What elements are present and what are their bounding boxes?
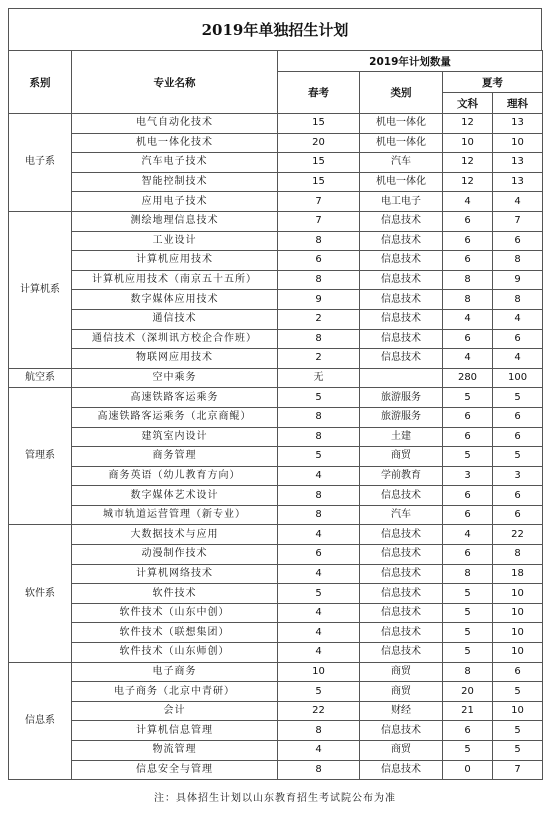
plan-table	[8, 50, 543, 780]
spring-cell: 2	[278, 349, 360, 369]
spring-cell: 8	[278, 329, 360, 349]
table-row	[9, 172, 543, 192]
science-cell: 6	[493, 427, 543, 447]
table-row	[9, 211, 543, 231]
arts-cell: 8	[443, 270, 493, 290]
major-cell: 高速铁路客运乘务（北京商鲲）	[72, 407, 278, 427]
science-cell: 10	[493, 701, 543, 721]
major-cell: 软件技术（联想集团）	[72, 623, 278, 643]
table-row	[9, 290, 543, 310]
science-cell: 6	[493, 662, 543, 682]
major-cell: 机电一体化技术	[72, 133, 278, 153]
science-cell: 6	[493, 329, 543, 349]
category-cell	[360, 368, 443, 388]
major-cell: 商务英语（幼儿教育方向）	[72, 466, 278, 486]
major-cell: 高速铁路客运乘务	[72, 388, 278, 408]
spring-cell: 15	[278, 114, 360, 134]
science-cell: 3	[493, 466, 543, 486]
table-row	[9, 662, 543, 682]
major-cell: 信息安全与管理	[72, 760, 278, 780]
arts-cell: 21	[443, 701, 493, 721]
major-cell: 应用电子技术	[72, 192, 278, 212]
header-summer: 夏考	[443, 72, 543, 93]
arts-cell: 10	[443, 133, 493, 153]
category-cell: 商贸	[360, 447, 443, 467]
spring-cell: 2	[278, 309, 360, 329]
science-cell: 10	[493, 643, 543, 663]
table-row	[9, 701, 543, 721]
science-cell: 13	[493, 114, 543, 134]
major-cell: 工业设计	[72, 231, 278, 251]
table-body	[9, 114, 543, 780]
table-row	[9, 545, 543, 565]
table-row	[9, 603, 543, 623]
category-cell: 信息技术	[360, 545, 443, 565]
arts-cell: 5	[443, 447, 493, 467]
arts-cell: 5	[443, 741, 493, 761]
category-cell: 信息技术	[360, 760, 443, 780]
science-cell: 7	[493, 211, 543, 231]
arts-cell: 6	[443, 407, 493, 427]
spring-cell: 8	[278, 721, 360, 741]
science-cell: 8	[493, 251, 543, 271]
header-category: 类别	[360, 72, 443, 114]
arts-cell: 8	[443, 564, 493, 584]
table-row	[9, 133, 543, 153]
table-row	[9, 349, 543, 369]
dept-cell: 航空系	[9, 368, 72, 388]
table-row	[9, 192, 543, 212]
category-cell: 信息技术	[360, 349, 443, 369]
table-row	[9, 427, 543, 447]
category-cell: 信息技术	[360, 309, 443, 329]
science-cell: 9	[493, 270, 543, 290]
category-cell: 机电一体化	[360, 172, 443, 192]
category-cell: 商贸	[360, 662, 443, 682]
major-cell: 城市轨道运营管理（新专业）	[72, 505, 278, 525]
science-cell: 18	[493, 564, 543, 584]
header-dept: 系别	[9, 51, 72, 114]
category-cell: 信息技术	[360, 643, 443, 663]
table-row	[9, 525, 543, 545]
arts-cell: 5	[443, 603, 493, 623]
spring-cell: 8	[278, 407, 360, 427]
table-row	[9, 407, 543, 427]
arts-cell: 12	[443, 153, 493, 173]
spring-cell: 4	[278, 603, 360, 623]
table-row	[9, 329, 543, 349]
category-cell: 汽车	[360, 505, 443, 525]
science-cell: 5	[493, 388, 543, 408]
spring-cell: 8	[278, 270, 360, 290]
table-row	[9, 466, 543, 486]
spring-cell: 15	[278, 153, 360, 173]
spring-cell: 5	[278, 447, 360, 467]
category-cell: 信息技术	[360, 486, 443, 506]
spring-cell: 5	[278, 682, 360, 702]
category-cell: 信息技术	[360, 564, 443, 584]
major-cell: 空中乘务	[72, 368, 278, 388]
major-cell: 软件技术	[72, 584, 278, 604]
major-cell: 会计	[72, 701, 278, 721]
spring-cell: 8	[278, 760, 360, 780]
science-cell: 6	[493, 231, 543, 251]
science-cell: 5	[493, 741, 543, 761]
major-cell: 测绘地理信息技术	[72, 211, 278, 231]
science-cell: 10	[493, 603, 543, 623]
category-cell: 商贸	[360, 682, 443, 702]
spring-cell: 7	[278, 211, 360, 231]
major-cell: 电子商务（北京中青研）	[72, 682, 278, 702]
category-cell: 信息技术	[360, 211, 443, 231]
science-cell: 6	[493, 486, 543, 506]
arts-cell: 4	[443, 309, 493, 329]
arts-cell: 6	[443, 231, 493, 251]
table-row	[9, 231, 543, 251]
arts-cell: 8	[443, 290, 493, 310]
major-cell: 物联网应用技术	[72, 349, 278, 369]
category-cell: 汽车	[360, 153, 443, 173]
table-row	[9, 721, 543, 741]
spring-cell: 8	[278, 505, 360, 525]
major-cell: 数字媒体艺术设计	[72, 486, 278, 506]
category-cell: 学前教育	[360, 466, 443, 486]
arts-cell: 12	[443, 172, 493, 192]
major-cell: 计算机信息管理	[72, 721, 278, 741]
table-row	[9, 682, 543, 702]
spring-cell: 5	[278, 584, 360, 604]
category-cell: 信息技术	[360, 584, 443, 604]
spring-cell: 4	[278, 564, 360, 584]
spring-cell: 5	[278, 388, 360, 408]
science-cell: 7	[493, 760, 543, 780]
arts-cell: 6	[443, 251, 493, 271]
category-cell: 机电一体化	[360, 133, 443, 153]
science-cell: 4	[493, 192, 543, 212]
arts-cell: 6	[443, 427, 493, 447]
table-row	[9, 270, 543, 290]
dept-cell: 电子系	[9, 114, 72, 212]
science-cell: 5	[493, 721, 543, 741]
science-cell: 22	[493, 525, 543, 545]
science-cell: 10	[493, 623, 543, 643]
arts-cell: 6	[443, 545, 493, 565]
arts-cell: 20	[443, 682, 493, 702]
arts-cell: 5	[443, 584, 493, 604]
category-cell: 信息技术	[360, 270, 443, 290]
table-row	[9, 251, 543, 271]
page-title: 2019年单独招生计划	[8, 8, 542, 50]
arts-cell: 6	[443, 329, 493, 349]
category-cell: 信息技术	[360, 525, 443, 545]
science-cell: 100	[493, 368, 543, 388]
science-cell: 5	[493, 447, 543, 467]
header-plan-count: 2019年计划数量	[278, 51, 543, 72]
major-cell: 大数据技术与应用	[72, 525, 278, 545]
spring-cell: 8	[278, 486, 360, 506]
header-major: 专业名称	[72, 51, 278, 114]
arts-cell: 4	[443, 349, 493, 369]
table-row	[9, 505, 543, 525]
category-cell: 财经	[360, 701, 443, 721]
major-cell: 汽车电子技术	[72, 153, 278, 173]
table-row	[9, 309, 543, 329]
spring-cell: 4	[278, 643, 360, 663]
dept-cell: 软件系	[9, 525, 72, 662]
arts-cell: 6	[443, 211, 493, 231]
science-cell: 8	[493, 290, 543, 310]
science-cell: 8	[493, 545, 543, 565]
header-spring: 春考	[278, 72, 360, 114]
science-cell: 4	[493, 309, 543, 329]
major-cell: 物流管理	[72, 741, 278, 761]
arts-cell: 4	[443, 525, 493, 545]
category-cell: 信息技术	[360, 603, 443, 623]
category-cell: 商贸	[360, 741, 443, 761]
footnote: 注：具体招生计划以山东教育招生考试院公布为准	[154, 793, 396, 805]
spring-cell: 无	[278, 368, 360, 388]
table-row	[9, 741, 543, 761]
major-cell: 电子商务	[72, 662, 278, 682]
table-row	[9, 623, 543, 643]
table-row	[9, 447, 543, 467]
category-cell: 信息技术	[360, 329, 443, 349]
category-cell: 信息技术	[360, 721, 443, 741]
dept-cell: 计算机系	[9, 211, 72, 368]
dept-cell: 管理系	[9, 388, 72, 525]
major-cell: 建筑室内设计	[72, 427, 278, 447]
category-cell: 信息技术	[360, 290, 443, 310]
category-cell: 电工电子	[360, 192, 443, 212]
spring-cell: 7	[278, 192, 360, 212]
arts-cell: 3	[443, 466, 493, 486]
table-row	[9, 564, 543, 584]
spring-cell: 9	[278, 290, 360, 310]
major-cell: 通信技术（深圳讯方校企合作班）	[72, 329, 278, 349]
major-cell: 软件技术（山东师创）	[72, 643, 278, 663]
table-row	[9, 760, 543, 780]
spring-cell: 22	[278, 701, 360, 721]
major-cell: 商务管理	[72, 447, 278, 467]
arts-cell: 5	[443, 623, 493, 643]
category-cell: 机电一体化	[360, 114, 443, 134]
major-cell: 软件技术（山东中创）	[72, 603, 278, 623]
major-cell: 计算机应用技术（南京五十五所）	[72, 270, 278, 290]
major-cell: 通信技术	[72, 309, 278, 329]
category-cell: 信息技术	[360, 231, 443, 251]
science-cell: 10	[493, 133, 543, 153]
header-arts: 文科	[443, 93, 493, 114]
dept-cell: 信息系	[9, 662, 72, 780]
table-row	[9, 368, 543, 388]
arts-cell: 0	[443, 760, 493, 780]
spring-cell: 4	[278, 741, 360, 761]
arts-cell: 5	[443, 388, 493, 408]
major-cell: 智能控制技术	[72, 172, 278, 192]
arts-cell: 12	[443, 114, 493, 134]
category-cell: 信息技术	[360, 623, 443, 643]
science-cell: 4	[493, 349, 543, 369]
major-cell: 动漫制作技术	[72, 545, 278, 565]
science-cell: 13	[493, 153, 543, 173]
spring-cell: 15	[278, 172, 360, 192]
arts-cell: 280	[443, 368, 493, 388]
category-cell: 土建	[360, 427, 443, 447]
admission-plan-sheet	[8, 8, 542, 804]
table-row	[9, 584, 543, 604]
spring-cell: 6	[278, 545, 360, 565]
arts-cell: 6	[443, 505, 493, 525]
spring-cell: 4	[278, 623, 360, 643]
table-row	[9, 153, 543, 173]
arts-cell: 6	[443, 721, 493, 741]
arts-cell: 4	[443, 192, 493, 212]
spring-cell: 8	[278, 231, 360, 251]
major-cell: 电气自动化技术	[72, 114, 278, 134]
science-cell: 13	[493, 172, 543, 192]
category-cell: 旅游服务	[360, 407, 443, 427]
table-row	[9, 486, 543, 506]
science-cell: 6	[493, 505, 543, 525]
science-cell: 6	[493, 407, 543, 427]
arts-cell: 6	[443, 486, 493, 506]
table-row	[9, 643, 543, 663]
arts-cell: 5	[443, 643, 493, 663]
spring-cell: 4	[278, 466, 360, 486]
table-row	[9, 388, 543, 408]
science-cell: 10	[493, 584, 543, 604]
spring-cell: 6	[278, 251, 360, 271]
major-cell: 计算机应用技术	[72, 251, 278, 271]
science-cell: 5	[493, 682, 543, 702]
spring-cell: 4	[278, 525, 360, 545]
spring-cell: 10	[278, 662, 360, 682]
table-row	[9, 114, 543, 134]
spring-cell: 20	[278, 133, 360, 153]
header-science: 理科	[493, 93, 543, 114]
category-cell: 旅游服务	[360, 388, 443, 408]
major-cell: 数字媒体应用技术	[72, 290, 278, 310]
major-cell: 计算机网络技术	[72, 564, 278, 584]
arts-cell: 8	[443, 662, 493, 682]
category-cell: 信息技术	[360, 251, 443, 271]
spring-cell: 8	[278, 427, 360, 447]
